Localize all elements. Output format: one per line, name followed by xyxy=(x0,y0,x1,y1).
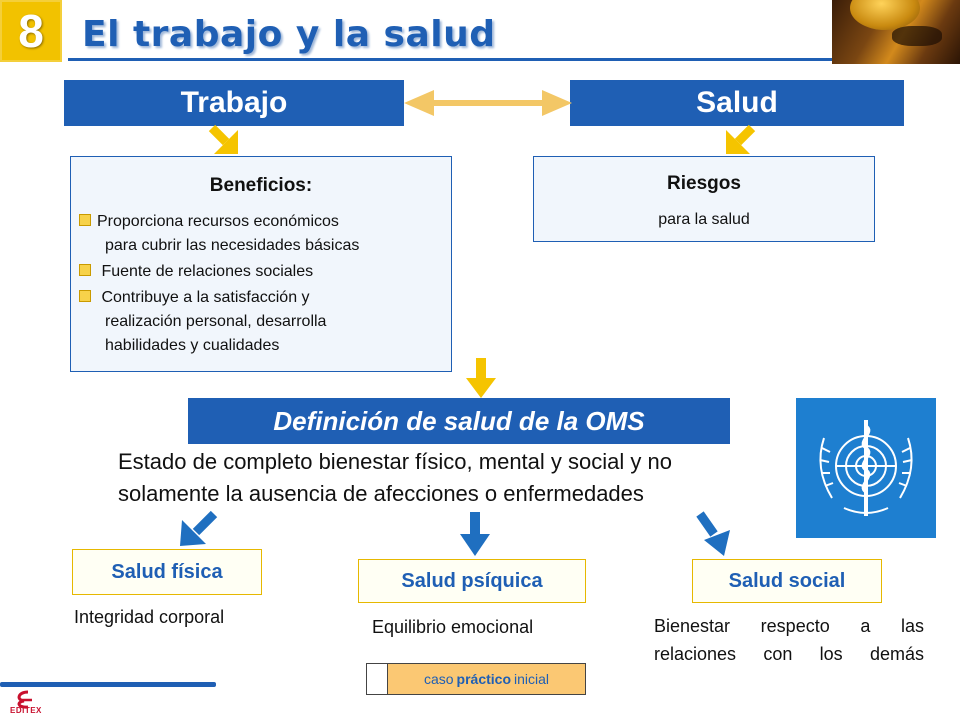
caso-practico-bold-text: práctico xyxy=(456,671,512,687)
salud-social-box: Salud social xyxy=(692,559,882,603)
salud-psiquica-description: Equilibrio emocional xyxy=(372,617,534,637)
definition-line: Estado de completo bienestar físico, mental y social y no xyxy=(118,449,672,474)
salud-psiquica-box: Salud psíquica xyxy=(358,559,586,603)
checkbox-bullet-icon xyxy=(79,214,91,226)
benefit-text: Proporciona recursos económicos xyxy=(97,213,339,230)
definition-line: solamente la ausencia de afecciones o enfermedades xyxy=(118,481,644,506)
double-arrow-icon xyxy=(404,90,572,116)
beneficios-panel xyxy=(70,156,452,372)
benefit-text-continued: habilidades y cualidades xyxy=(105,337,280,354)
arrow-down-right-icon xyxy=(700,514,730,556)
checkbox-bullet-icon xyxy=(79,264,91,276)
benefit-text: Fuente de relaciones sociales xyxy=(97,263,314,280)
benefit-text-continued: realización personal, desarrolla xyxy=(105,313,327,330)
oms-definition-bar: Definición de salud de la OMS xyxy=(188,398,730,444)
arrow-down-left-icon xyxy=(180,514,214,546)
salud-fisica-description: Integridad corporal xyxy=(74,607,225,627)
description-line: Bienestar respecto a las xyxy=(654,616,924,636)
caso-practico-button[interactable] xyxy=(366,663,586,695)
salud-bar: Salud xyxy=(570,80,904,126)
caso-practico-text: caso xyxy=(423,671,454,687)
unit-number-badge: 8 xyxy=(0,0,62,62)
trabajo-bar: Trabajo xyxy=(64,80,404,126)
benefit-text-continued: para cubrir las necesidades básicas xyxy=(105,237,360,254)
arrow-down-icon xyxy=(466,358,496,398)
caso-practico-text: inicial xyxy=(514,671,550,687)
editex-brand-label: EDITEX xyxy=(10,706,42,715)
benefit-item xyxy=(79,263,313,281)
footer-line xyxy=(0,682,216,687)
riesgos-title: Riesgos xyxy=(667,173,741,194)
riesgos-panel xyxy=(533,156,875,242)
beneficios-title: Beneficios: xyxy=(209,175,313,196)
caso-practico-label[interactable] xyxy=(388,664,585,694)
salud-social-description xyxy=(654,612,924,668)
arrow-down-left-icon xyxy=(726,128,752,154)
benefit-item xyxy=(79,289,310,307)
riesgos-subtitle: para la salud xyxy=(658,211,750,228)
who-emblem-icon xyxy=(796,398,936,538)
page-title: El trabajo y la salud xyxy=(82,14,496,55)
oms-definition-text xyxy=(118,446,798,510)
caso-practico-marker xyxy=(367,664,388,694)
description-line: relaciones con los demás xyxy=(654,644,924,664)
arrow-down-icon xyxy=(460,512,490,556)
salud-fisica-box: Salud física xyxy=(72,549,262,595)
arrow-down-right-icon xyxy=(212,128,238,154)
checkbox-bullet-icon xyxy=(79,290,91,302)
benefit-text: Contribuye a la satisfacción y xyxy=(97,289,310,306)
benefit-item xyxy=(79,213,339,231)
